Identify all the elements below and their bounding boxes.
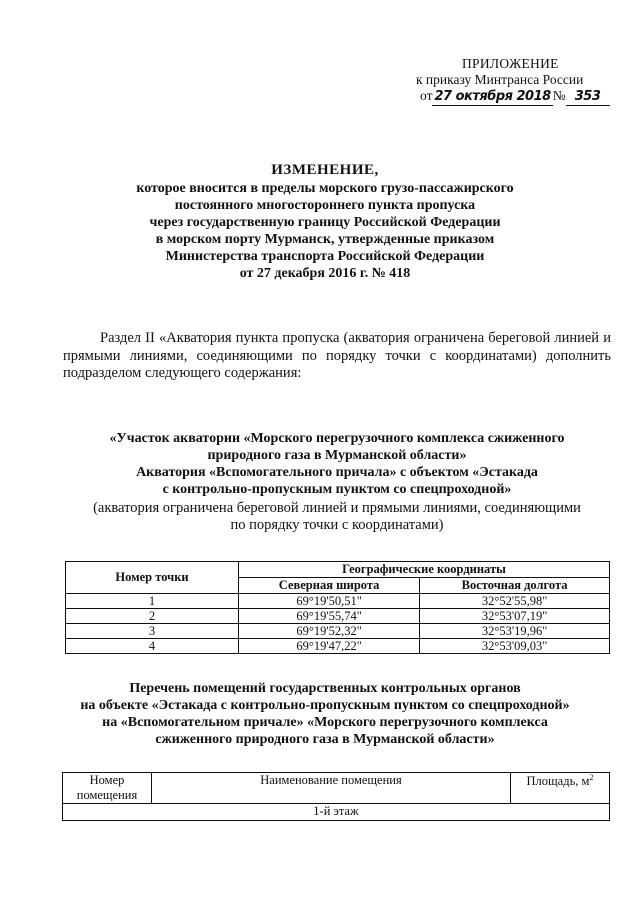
appendix-date-handwritten: 27 октября 2018 [434,89,551,104]
section-line: «Участок акватории «Морского перегрузочного комплекса сжиженного [109,431,565,446]
point-number: 2 [66,609,239,624]
appendix-order-ref: к приказу Минтранса России [416,72,584,87]
table-row [66,609,610,624]
col-room-name-header: Наименование помещения [152,773,511,804]
section-heading [63,430,611,534]
list-title-line: сжиженного природного газа в Мурманской области» [155,732,495,747]
floor-row: 1-й этаж [63,804,610,821]
appendix-number-handwritten: 353 [566,89,610,106]
section-line: природного газа в Мурманской области» [207,448,467,463]
section-note: по порядку точки с координатами) [230,517,444,533]
latitude: 69°19'50,51" [239,594,420,609]
appendix-block [400,56,620,106]
table-row [66,639,610,654]
point-number: 4 [66,639,239,654]
col-room-number-header: Номер помещения [63,773,152,804]
document-title [60,162,590,282]
title-main: ИЗМЕНЕНИЕ, [271,162,379,178]
appendix-number-label: № [552,88,566,103]
longitude: 32°53'19,96" [420,624,610,639]
title-line: Министерства транспорта Российской Федерации [165,249,485,264]
longitude: 32°52'55,98" [420,594,610,609]
rooms-table [62,772,610,821]
list-title-line: на «Вспомогательном причале» «Морского перегрузочного комплекса [102,715,548,730]
col-area-header: Площадь, $м^2$ [511,773,610,804]
table-row [66,624,610,639]
rooms-list-title [60,680,590,748]
latitude: 69°19'55,74" [239,609,420,624]
appendix-date-line [400,88,620,106]
title-line: постоянного многостороннего пункта пропуска [174,198,476,213]
list-title-line: Перечень помещений государственных контрольных органов [129,681,521,696]
col-geo-header: Географические координаты [239,562,610,578]
appendix-title: ПРИЛОЖЕНИЕ [462,56,559,71]
section-line: Акватория «Вспомогательного причала» с объектом «Эстакада [136,465,538,480]
title-line: от 27 декабря 2016 г. № 418 [239,266,411,281]
latitude: 69°19'47,22" [239,639,420,654]
point-number: 3 [66,624,239,639]
body-paragraph [63,330,611,383]
col-lat-header: Северная широта [239,578,420,594]
paragraph-text: Раздел II «Акватория пункта пропуска (акватория ограничена береговой линией и прямыми линиями, соединяющими по порядку точки с координатами) дополнить подразделом следующего содержания: [63,330,611,381]
list-title-line: на объекте «Эстакада с контрольно-пропускным пунктом со спецпроходной» [80,698,570,713]
title-line: через государственную границу Российской Федерации [149,215,501,230]
title-line: в морском порту Мурманск, утвержденные приказом [155,232,495,247]
coordinates-table [65,561,610,654]
appendix-date-prefix: от [420,88,433,103]
point-number: 1 [66,594,239,609]
col-point-header: Номер точки [66,562,239,594]
section-note: (акватория ограничена береговой линией и прямыми линиями, соединяющими [93,500,581,516]
title-line: которое вносится в пределы морского грузо-пассажирского [136,181,514,196]
section-line: с контрольно-пропускным пунктом со спецпроходной» [162,482,512,497]
col-lon-header: Восточная долгота [420,578,610,594]
longitude: 32°53'09,03" [420,639,610,654]
table-row [66,594,610,609]
longitude: 32°53'07,19" [420,609,610,624]
latitude: 69°19'52,32" [239,624,420,639]
